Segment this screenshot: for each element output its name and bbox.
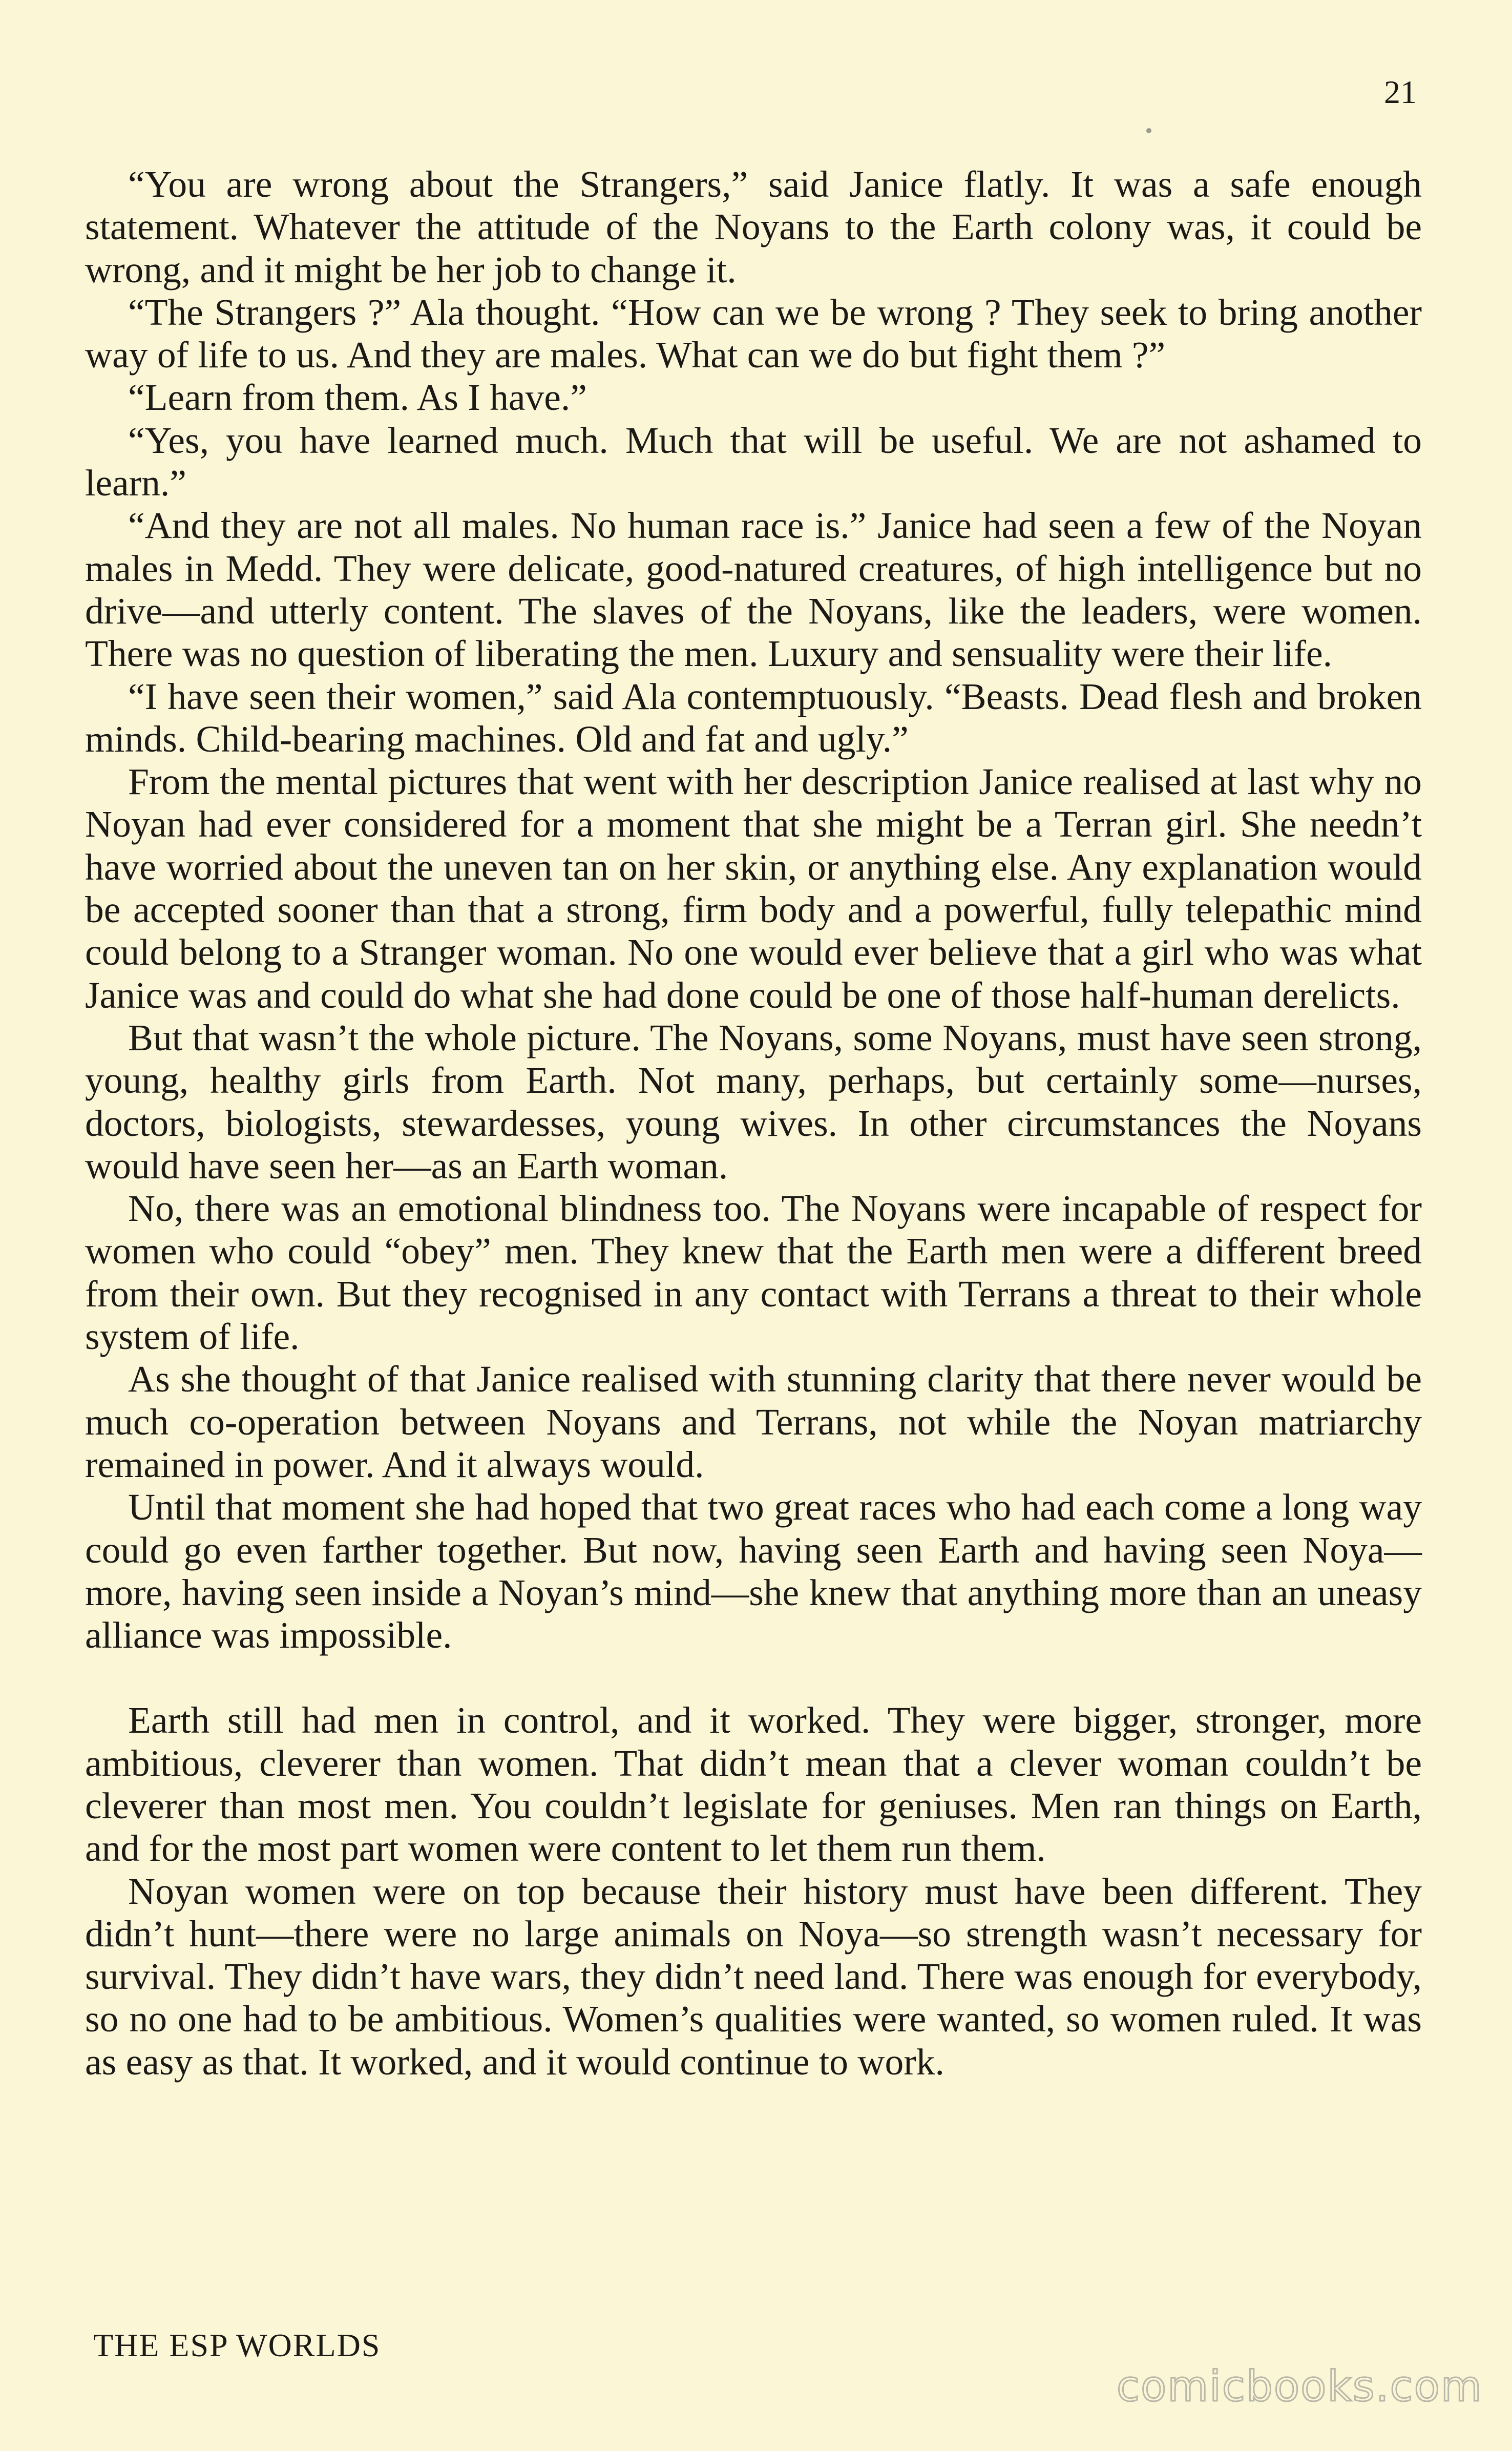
paragraph: Until that moment she had hoped that two great races who had each come a long way could go even farther together. But now, having seen Earth and having seen Noya—more, having seen inside a Noyan’s mind—she knew that anything more than an uneasy alliance was impossible. (85, 1486, 1422, 1656)
page-number: 21 (1384, 74, 1417, 110)
paragraph: “You are wrong about the Strangers,” said Janice flatly. It was a safe enough statement. Whatever the attitude of the Noyans to the Earth colony was, it could be wrong, and it might be her job to change it. (85, 163, 1422, 290)
paragraph: Earth still had men in control, and it worked. They were bigger, stronger, more ambitious, cleverer than women. That didn’t mean that a clever woman couldn’t be cleverer than most men. You couldn’t legislate for geniuses. Men ran things on Earth, and for the most part women were content to let them run them. (85, 1699, 1422, 1870)
paragraph: “Learn from them. As I have.” (128, 377, 587, 419)
paragraph: “The Strangers ?” Ala thought. “How can we be wrong ? They seek to bring another way of life to us. And they are males. What can we do but fight them ?” (85, 291, 1422, 376)
paragraph: Noyan women were on top because their history must have been different. They didn’t hunt—there were no large animals on Noya—so strength wasn’t necessary for survival. They didn’t have wars, they didn’t need land. There was enough for everybody, so no one had to be ambitious. Women’s qualities were wanted, so women ruled. It was as easy as that. It worked, and it would continue to work. (85, 1870, 1422, 2083)
paragraph: From the mental pictures that went with her description Janice realised at last why no Noyan had ever considered for a moment that she might be a Terran girl. She needn’t have worried about the uneven tan on her skin, or anything else. Any explanation would be accepted sooner than that a strong, firm body and a powerful, fully telepathic mind could belong to a Stranger woman. No one would ever believe that a girl who was what Janice was and could do what she had done could be one of those half-human derelicts. (85, 761, 1422, 1016)
paragraph: “I have seen their women,” said Ala contemptuously. “Beasts. Dead flesh and broken minds. Child-bearing machines. Old and fat and ugly.” (85, 675, 1422, 760)
book-title-footer: THE ESP WORLDS (93, 2327, 381, 2363)
watermark: comicbooks.com (1117, 2362, 1483, 2411)
paragraph: “And they are not all males. No human race is.” Janice had seen a few of the Noyan males in Medd. They were delicate, good-natured creatures, of high intelligence but no drive—and utterly content. The slaves of the Noyans, like the leaders, were women. There was no question of liberating the men. Luxury and sensuality were their life. (85, 505, 1422, 675)
section-break (85, 1656, 1422, 1699)
paragraph: No, there was an emotional blindness too. The Noyans were incapable of respect for women who could “obey” men. They knew that the Earth men were a different breed from their own. But they recognised in any contact with Terrans a threat to their whole system of life. (85, 1188, 1422, 1358)
paragraph: But that wasn’t the whole picture. The Noyans, some Noyans, must have seen strong, young, healthy girls from Earth. Not many, perhaps, but certainly some—nurses, doctors, biologists, stewardesses, young wives. In other circumstances the Noyans would have seen her—as an Earth woman. (85, 1016, 1422, 1187)
paragraph: “Yes, you have learned much. Much that will be useful. We are not ashamed to learn.” (85, 419, 1422, 504)
paper-speck (1146, 128, 1151, 133)
body-text (85, 163, 1422, 2083)
paragraph: As she thought of that Janice realised with stunning clarity that there never would be much co-operation between Noyans and Terrans, not while the Noyan matriarchy remained in power. And it always would. (85, 1358, 1422, 1485)
